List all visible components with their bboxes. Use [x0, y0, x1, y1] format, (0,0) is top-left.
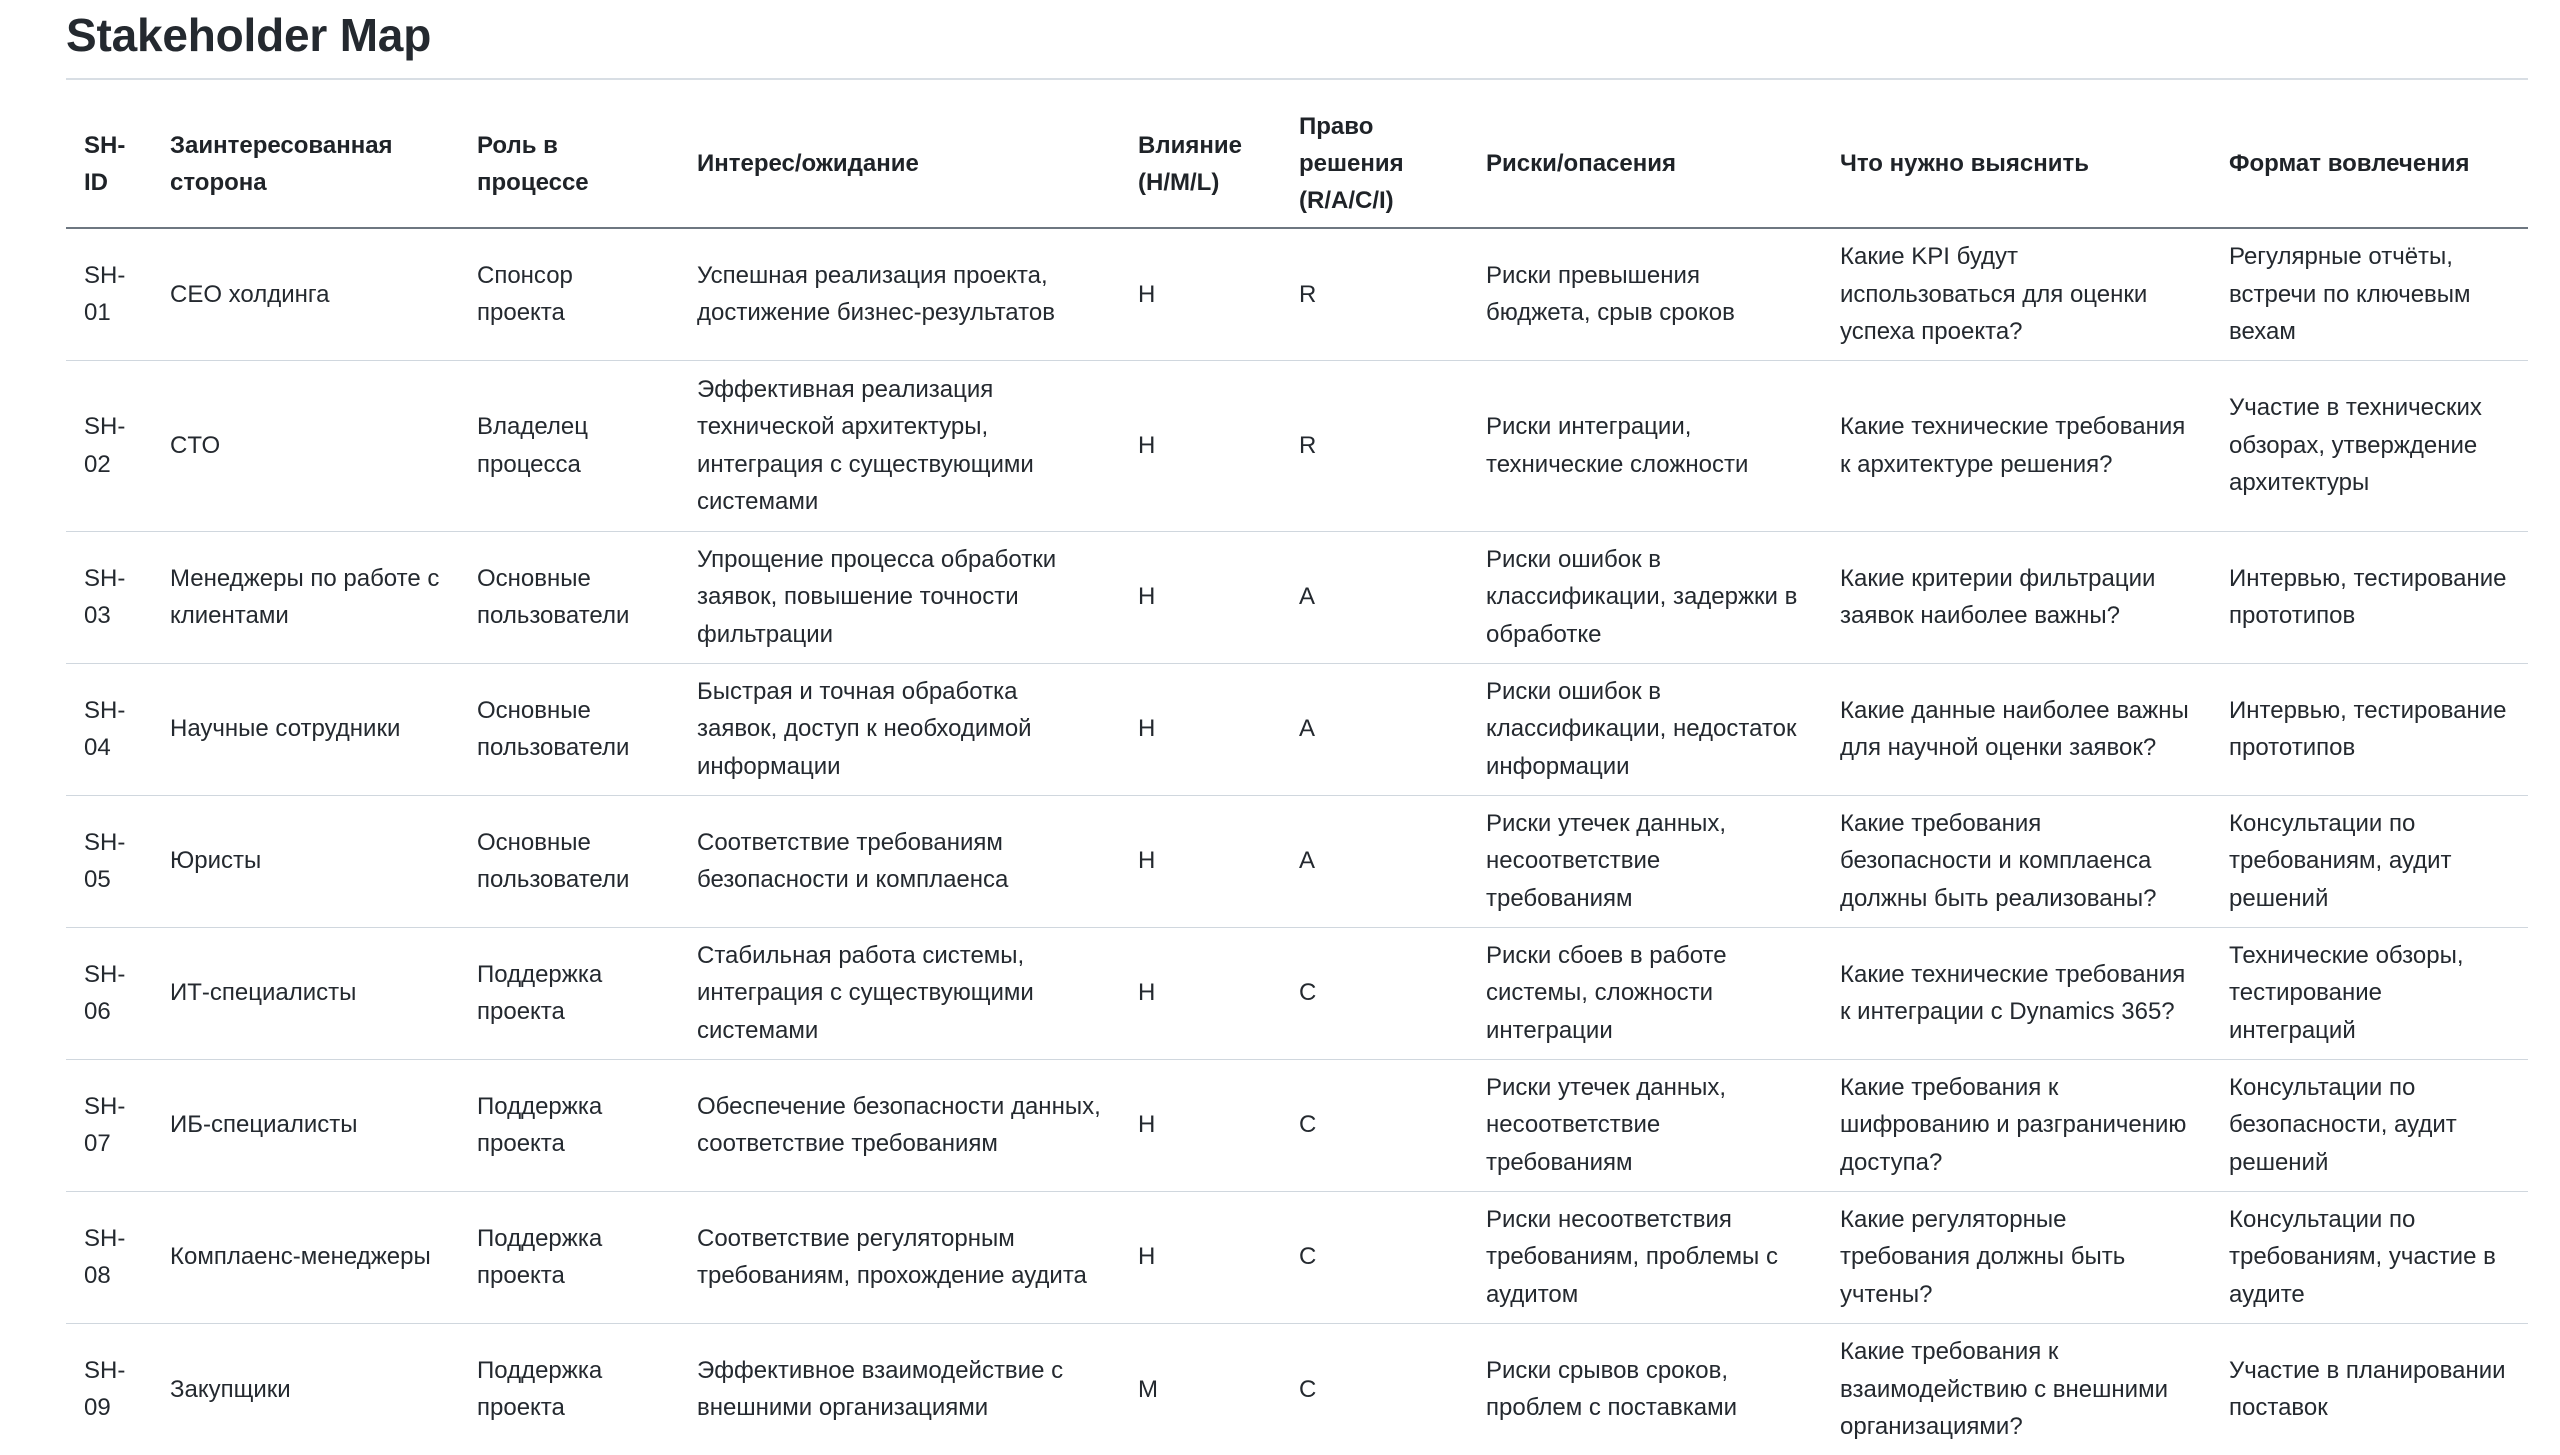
cell-decision-right: R	[1281, 360, 1468, 531]
cell-risks: Риски интеграции, технические сложности	[1468, 360, 1822, 531]
cell-influence: H	[1120, 360, 1281, 531]
cell-engagement: Интервью, тестирование прототипов	[2211, 663, 2528, 795]
cell-risks: Риски превышения бюджета, срыв сроков	[1468, 228, 1822, 360]
cell-decision-right: R	[1281, 228, 1468, 360]
cell-role: Поддержка проекта	[459, 1191, 679, 1323]
cell-influence: H	[1120, 228, 1281, 360]
cell-to-clarify: Какие требования к взаимодействию с внешними организациями?	[1840, 1338, 2168, 1440]
cell-sh-id: SH-04	[66, 663, 152, 795]
table-row	[66, 795, 2528, 927]
cell-role: Основные пользователи	[459, 663, 679, 795]
cell-engagement: Консультации по безопасности, аудит решений	[2211, 1059, 2528, 1191]
table-row	[66, 1191, 2528, 1323]
cell-sh-id: SH-03	[66, 531, 152, 663]
cell-engagement: Консультации по требованиям, аудит решений	[2211, 795, 2528, 927]
cell-sh-id: SH-07	[66, 1059, 152, 1191]
cell-to-clarify: Какие критерии фильтрации заявок наиболее важны?	[1822, 531, 2211, 663]
cell-interest: Соответствие требованиям безопасности и комплаенса	[679, 795, 1120, 927]
cell-decision-right: A	[1281, 795, 1468, 927]
cell-decision-right: C	[1281, 1059, 1468, 1191]
cell-risks: Риски ошибок в классификации, недостаток информации	[1468, 663, 1822, 795]
cell-stakeholder: Закупщики	[170, 1375, 291, 1403]
cell-decision-right: C	[1281, 927, 1468, 1059]
cell-interest: Эффективное взаимодействие с внешними организациями	[697, 1356, 1064, 1422]
table-row	[66, 1323, 2528, 1455]
cell-role: Спонсор проекта	[459, 228, 679, 360]
header-engagement: Формат вовлечения	[2211, 96, 2528, 228]
cell-influence: H	[1120, 927, 1281, 1059]
cell-risks: Риски утечек данных, несоответствие требованиям	[1468, 1059, 1822, 1191]
cell-role: Поддержка проекта	[477, 1356, 603, 1422]
cell-to-clarify: Какие технические требования к архитектуре решения?	[1822, 360, 2211, 531]
cell-engagement: Участие в планировании поставок	[2229, 1356, 2506, 1422]
cell-decision-right: A	[1281, 663, 1468, 795]
cell-risks: Риски ошибок в классификации, задержки в обработке	[1468, 531, 1822, 663]
cell-decision-right: C	[1299, 1375, 1317, 1403]
cell-influence: H	[1120, 663, 1281, 795]
cell-influence: H	[1120, 1191, 1281, 1323]
cell-stakeholder: ИТ-специалисты	[152, 927, 459, 1059]
page-title: Stakeholder Map	[66, 0, 2528, 80]
header-risks: Риски/опасения	[1468, 96, 1822, 228]
cell-role: Поддержка проекта	[459, 927, 679, 1059]
header-stakeholder: Заинтересованная сторона	[152, 96, 459, 228]
header-interest: Интерес/ожидание	[679, 96, 1120, 228]
cell-to-clarify: Какие требования безопасности и комплаенса должны быть реализованы?	[1822, 795, 2211, 927]
cell-interest: Обеспечение безопасности данных, соответствие требованиям	[679, 1059, 1120, 1191]
cell-stakeholder: CTO	[152, 360, 459, 531]
cell-to-clarify: Какие KPI будут использоваться для оценки успеха проекта?	[1822, 228, 2211, 360]
table-row	[66, 663, 2528, 795]
cell-interest: Успешная реализация проекта, достижение бизнес-результатов	[679, 228, 1120, 360]
cell-stakeholder: Менеджеры по работе с клиентами	[152, 531, 459, 663]
cell-decision-right: C	[1281, 1191, 1468, 1323]
cell-engagement: Консультации по требованиям, участие в аудите	[2211, 1191, 2528, 1323]
cell-engagement: Технические обзоры, тестирование интеграций	[2211, 927, 2528, 1059]
cell-influence: H	[1120, 1059, 1281, 1191]
cell-to-clarify: Какие регуляторные требования должны быть учтены?	[1822, 1191, 2211, 1323]
cell-sh-id: SH-01	[66, 228, 152, 360]
cell-risks: Риски утечек данных, несоответствие требованиям	[1468, 795, 1822, 927]
cell-influence: M	[1138, 1375, 1158, 1403]
header-decision-right: Право решения (R/A/C/I)	[1281, 96, 1468, 228]
cell-interest: Быстрая и точная обработка заявок, доступ к необходимой информации	[679, 663, 1120, 795]
cell-engagement: Участие в технических обзорах, утверждение архитектуры	[2211, 360, 2528, 531]
stakeholder-table	[66, 96, 2528, 1455]
cell-stakeholder: ИБ-специалисты	[152, 1059, 459, 1191]
cell-role: Поддержка проекта	[459, 1059, 679, 1191]
cell-interest: Эффективная реализация технической архитектуры, интеграция с существующими системами	[679, 360, 1120, 531]
table-row	[66, 228, 2528, 360]
header-role: Роль в процессе	[459, 96, 679, 228]
cell-sh-id: SH-09	[84, 1356, 126, 1422]
cell-sh-id: SH-02	[66, 360, 152, 531]
cell-to-clarify: Какие данные наиболее важны для научной оценки заявок?	[1822, 663, 2211, 795]
document-page	[66, 0, 2528, 1440]
cell-interest: Соответствие регуляторным требованиям, прохождение аудита	[679, 1191, 1120, 1323]
cell-sh-id: SH-05	[66, 795, 152, 927]
cell-engagement: Регулярные отчёты, встречи по ключевым вехам	[2211, 228, 2528, 360]
cell-role: Основные пользователи	[459, 531, 679, 663]
cell-role: Владелец процесса	[459, 360, 679, 531]
table-row	[66, 1059, 2528, 1191]
cell-interest: Стабильная работа системы, интеграция с существующими системами	[679, 927, 1120, 1059]
cell-sh-id: SH-08	[66, 1191, 152, 1323]
cell-engagement: Интервью, тестирование прототипов	[2211, 531, 2528, 663]
cell-risks: Риски несоответствия требованиям, проблемы с аудитом	[1468, 1191, 1822, 1323]
header-to-clarify: Что нужно выяснить	[1822, 96, 2211, 228]
cell-stakeholder: Научные сотрудники	[152, 663, 459, 795]
cell-role: Основные пользователи	[459, 795, 679, 927]
table-header-row	[66, 96, 2528, 228]
table-row	[66, 927, 2528, 1059]
cell-sh-id: SH-06	[66, 927, 152, 1059]
table-row	[66, 531, 2528, 663]
cell-stakeholder: Комплаенс-менеджеры	[152, 1191, 459, 1323]
table-row	[66, 360, 2528, 531]
cell-interest: Упрощение процесса обработки заявок, повышение точности фильтрации	[679, 531, 1120, 663]
cell-to-clarify: Какие требования к шифрованию и разграничению доступа?	[1822, 1059, 2211, 1191]
cell-to-clarify: Какие технические требования к интеграции с Dynamics 365?	[1822, 927, 2211, 1059]
cell-influence: H	[1120, 531, 1281, 663]
cell-decision-right: A	[1281, 531, 1468, 663]
cell-risks: Риски срывов сроков, проблем с поставками	[1486, 1356, 1737, 1422]
header-sh-id: SH-ID	[66, 96, 152, 228]
header-influence: Влияние (H/M/L)	[1120, 96, 1281, 228]
cell-stakeholder: Юристы	[152, 795, 459, 927]
cell-influence: H	[1120, 795, 1281, 927]
cell-stakeholder: CEO холдинга	[152, 228, 459, 360]
cell-risks: Риски сбоев в работе системы, сложности интеграции	[1468, 927, 1822, 1059]
